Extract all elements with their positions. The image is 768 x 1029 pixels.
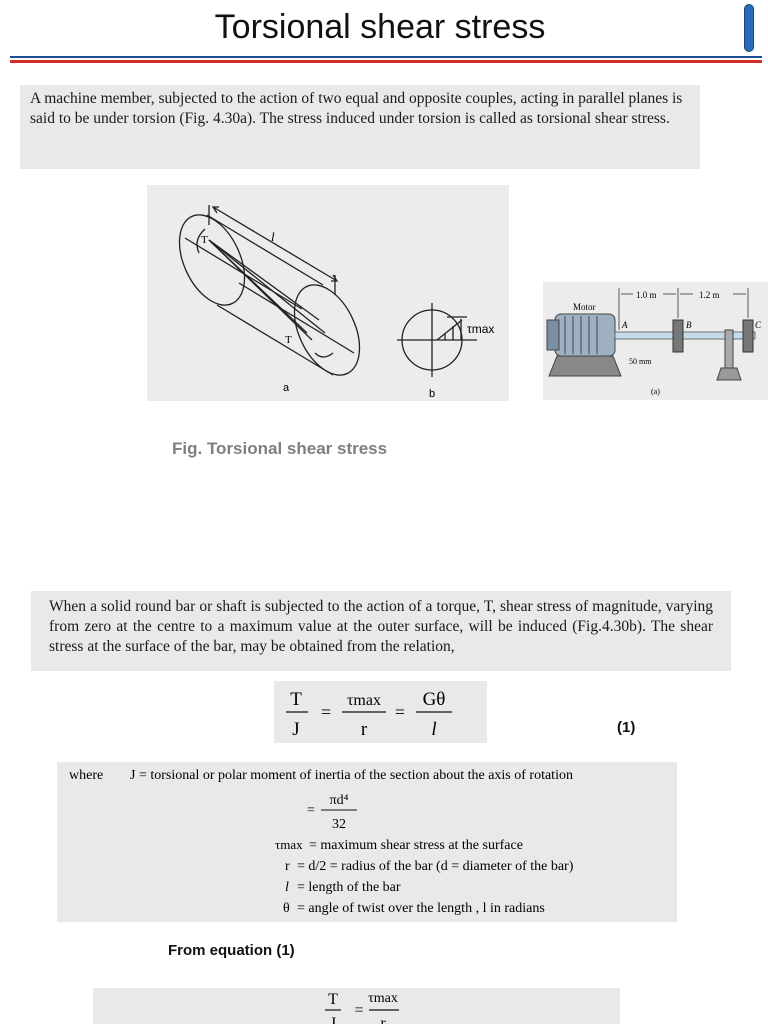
eq1-equals-2: = — [394, 702, 406, 722]
point-a: A — [622, 320, 628, 330]
r-symbol: r — [285, 859, 290, 874]
label-t-top: T — [201, 234, 208, 246]
caption-b: b — [429, 388, 436, 400]
eq1-t3-den: l — [431, 719, 437, 740]
l-symbol: l — [285, 880, 289, 895]
definitions-block — [57, 762, 677, 922]
j-definition: J = torsional or polar moment of inertia of the section about the axis of rotation — [130, 768, 573, 783]
eq2-t1-den: J — [329, 1015, 337, 1024]
intro-paragraph — [20, 85, 700, 169]
eq2-t1-num: T — [328, 991, 338, 1008]
eq1-t2-num: τmax — [347, 692, 381, 709]
slide-badge — [744, 4, 754, 52]
body-paragraph — [31, 591, 731, 671]
l-definition: = length of the bar — [297, 880, 401, 895]
eq2-equals: = — [354, 1002, 364, 1019]
theta-definition: = angle of twist over the length , l in radians — [297, 901, 545, 916]
eq2-t2-num: τmax — [368, 991, 398, 1006]
dim-2: 1.2 m — [699, 290, 720, 300]
caption-a: a — [283, 382, 290, 394]
where-label: where — [69, 768, 104, 783]
torsion-figure — [147, 185, 509, 401]
point-c: C — [755, 320, 762, 330]
from-equation-label: From equation (1) — [168, 942, 295, 959]
equation-number: (1) — [617, 719, 636, 736]
body-text: When a solid round bar or shaft is subjected to the action of a torque, T, shear stress of magnitude, varying from zero at the centre to a maximum value at the outer surface, will be induced (Fig.4.30b). The shear stress at the surface of the bar, may be obtained from the relation, — [49, 598, 713, 655]
motor-shaft-drawing — [543, 282, 768, 400]
eq1-t3-num: Gθ — [422, 689, 446, 710]
diameter-label: 50 mm — [629, 357, 652, 366]
label-t-bottom: T — [285, 334, 292, 346]
motor-label: Motor — [573, 302, 596, 312]
theta-symbol: θ — [283, 901, 290, 916]
equation-1-drawing — [274, 681, 487, 743]
torsion-figure-drawing — [147, 185, 509, 401]
label-length: l — [271, 229, 275, 244]
equation-2 — [93, 988, 620, 1024]
eq1-t1-num: T — [290, 689, 302, 710]
eq2-t2-den: r — [380, 1015, 386, 1024]
sub-caption: (a) — [651, 387, 660, 396]
label-tau-max: τmax — [467, 322, 495, 336]
equation-2-drawing — [93, 988, 620, 1024]
r-definition: = d/2 = radius of the bar (d = diameter of the bar) — [297, 859, 574, 874]
eq1-equals-1: = — [320, 702, 332, 722]
title-rule-blue — [10, 56, 762, 58]
j-equals: = — [307, 803, 315, 818]
eq1-t1-den: J — [292, 719, 300, 740]
equation-1 — [274, 681, 487, 743]
eq1-t2-den: r — [360, 719, 368, 740]
j-numerator: πd⁴ — [329, 793, 349, 808]
j-denominator: 32 — [332, 817, 346, 832]
tau-symbol: τmax — [275, 837, 303, 852]
figure-caption: Fig. Torsional shear stress — [172, 439, 388, 458]
motor-shaft-figure — [543, 282, 768, 400]
intro-text: A machine member, subjected to the action of two equal and opposite couples, acting in parallel planes is said to be under torsion (Fig. 4.30a). The stress induced under torsion is called as torsional shear stress. — [30, 90, 683, 127]
dim-1: 1.0 m — [636, 290, 657, 300]
title-rule-red — [10, 60, 762, 63]
point-b: B — [686, 320, 692, 330]
tau-definition: = maximum shear stress at the surface — [309, 838, 523, 853]
definitions-drawing — [57, 762, 677, 922]
slide-title: Torsional shear stress — [214, 8, 546, 46]
